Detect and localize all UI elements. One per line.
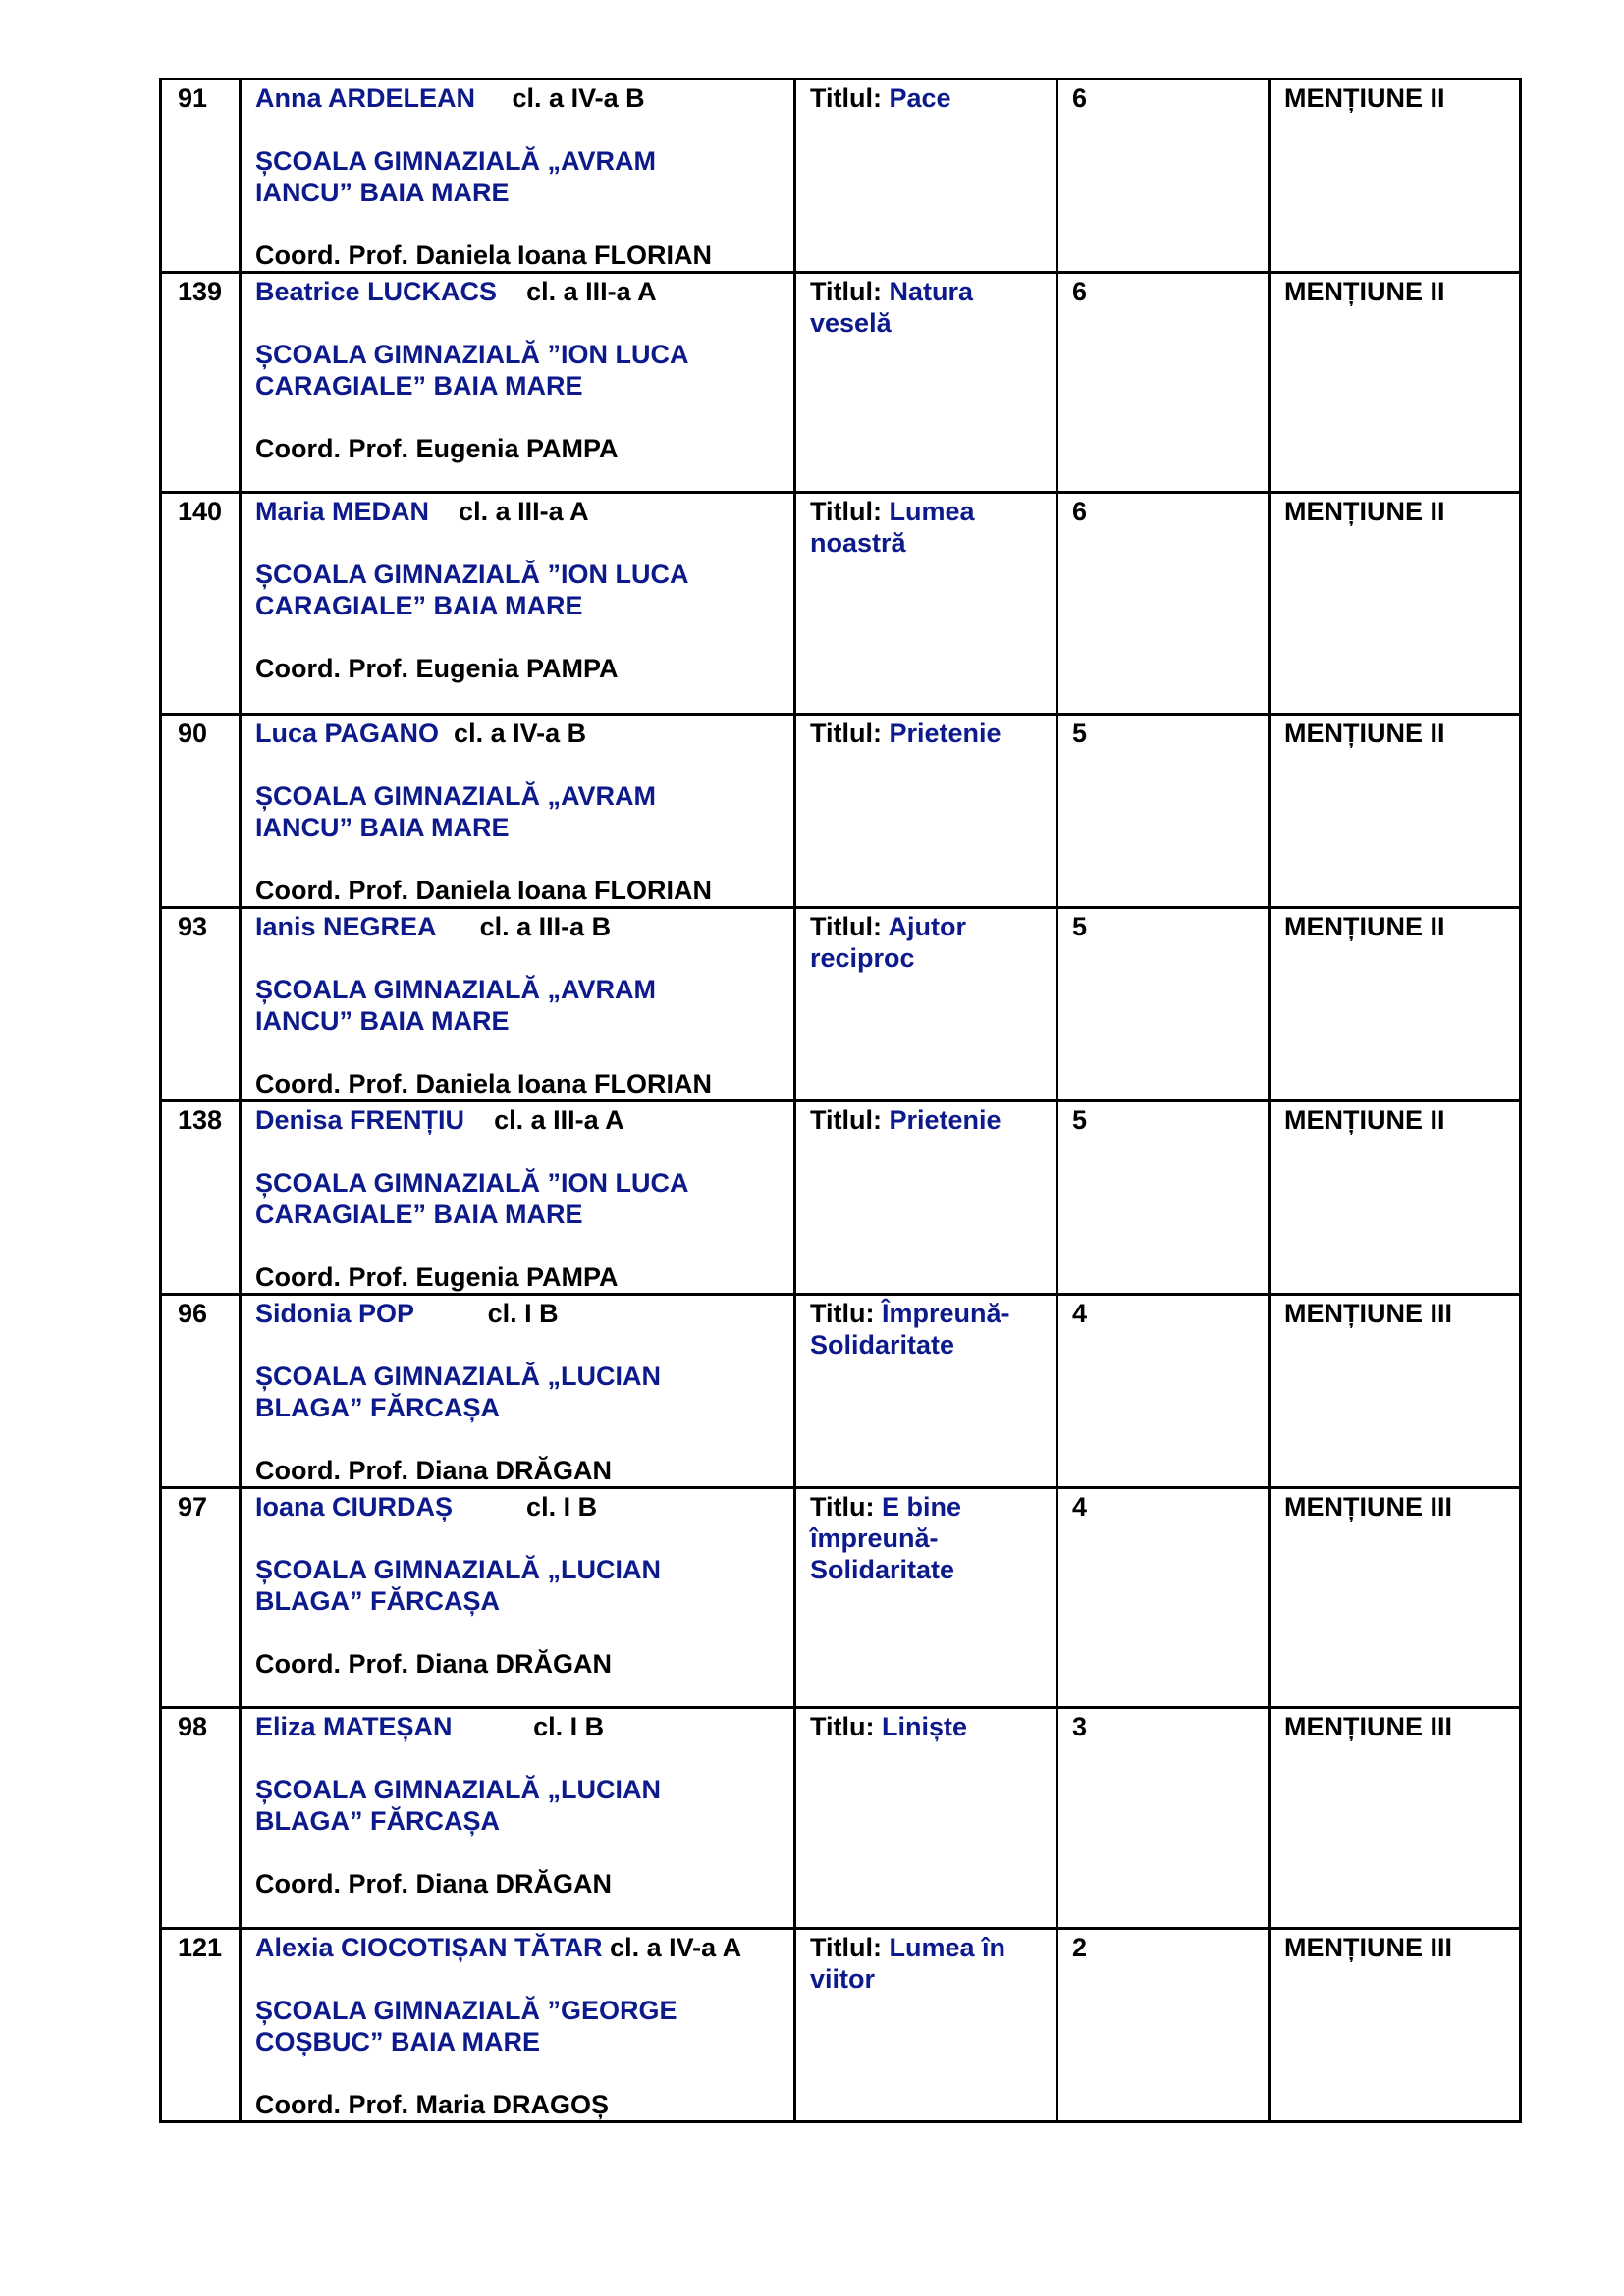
- participant-class: cl. I B: [526, 1492, 598, 1522]
- entry-number-cell: [161, 273, 241, 493]
- entry-number: 97: [178, 1492, 208, 1522]
- score-cell: [1057, 80, 1270, 273]
- participant-class: cl. a III-a A: [526, 277, 657, 306]
- name-class-separator: [497, 277, 526, 306]
- participant-cell: [241, 80, 795, 273]
- results-table-body: [161, 80, 1521, 2122]
- coordinator: Coord. Prof. Eugenia PAMPA: [255, 434, 619, 463]
- participant-name: Anna ARDELEAN: [255, 83, 476, 113]
- award: MENȚIUNE III: [1284, 1492, 1453, 1522]
- school-name-line-2: BLAGA” FĂRCAȘA: [255, 1806, 500, 1836]
- participant-class: cl. a III-a A: [459, 497, 589, 526]
- entry-number: 139: [178, 277, 223, 306]
- participant-name: Maria MEDAN: [255, 497, 430, 526]
- work-title-cell: [795, 908, 1057, 1101]
- work-title-label: Titlu:: [810, 1712, 875, 1741]
- participant-cell: [241, 1295, 795, 1488]
- score-cell: [1057, 273, 1270, 493]
- award: MENȚIUNE III: [1284, 1299, 1453, 1328]
- participant-class: cl. I B: [533, 1712, 605, 1741]
- award-cell: [1270, 80, 1521, 273]
- participant-name: Sidonia POP: [255, 1299, 414, 1328]
- work-title: Ajutor reciproc: [810, 912, 966, 973]
- participant-name: Luca PAGANO: [255, 719, 440, 748]
- participant-cell: [241, 1488, 795, 1708]
- work-title-cell: [795, 80, 1057, 273]
- school-name-line-2: CARAGIALE” BAIA MARE: [255, 591, 583, 620]
- table-row: [161, 1929, 1521, 2122]
- entry-number-cell: [161, 715, 241, 908]
- participant-name: Eliza MATEȘAN: [255, 1712, 453, 1741]
- entry-number: 91: [178, 83, 208, 113]
- participant-class: cl. a III-a A: [494, 1105, 624, 1135]
- work-title-cell: [795, 1295, 1057, 1488]
- school-name-line-2: IANCU” BAIA MARE: [255, 813, 510, 842]
- entry-number-cell: [161, 80, 241, 273]
- coordinator: Coord. Prof. Eugenia PAMPA: [255, 654, 619, 683]
- score: 5: [1072, 912, 1088, 941]
- work-title: Lumea noastră: [810, 497, 975, 558]
- participant-name: Alexia CIOCOTIȘAN TĂTAR: [255, 1933, 603, 1962]
- work-title-label: Titlul:: [810, 1933, 882, 1962]
- school-name-line-1: ȘCOALA GIMNAZIALĂ ”ION LUCA: [255, 560, 689, 589]
- table-row: [161, 1708, 1521, 1929]
- work-title-label: Titlul:: [810, 912, 882, 941]
- name-class-separator: [464, 1105, 494, 1135]
- participant-line: [255, 1298, 780, 1329]
- award: MENȚIUNE II: [1284, 83, 1445, 113]
- participant-line: [255, 276, 780, 307]
- entry-number: 90: [178, 719, 208, 748]
- participant-line: [255, 1104, 780, 1136]
- work-title: Natura veselă: [810, 277, 974, 338]
- award-cell: [1270, 1929, 1521, 2122]
- score: 5: [1072, 1105, 1088, 1135]
- entry-number-cell: [161, 908, 241, 1101]
- school-name-line-2: COȘBUC” BAIA MARE: [255, 2027, 540, 2056]
- coordinator: Coord. Prof. Diana DRĂGAN: [255, 1649, 613, 1679]
- work-title-cell: [795, 1929, 1057, 2122]
- school-name-line-2: BLAGA” FĂRCAȘA: [255, 1393, 500, 1422]
- score: 3: [1072, 1712, 1088, 1741]
- name-class-separator: [453, 1712, 534, 1741]
- work-title: E bine împreună-Solidaritate: [810, 1492, 962, 1584]
- participant-line: [255, 1932, 780, 1963]
- name-class-separator: [453, 1492, 526, 1522]
- entry-number-cell: [161, 1488, 241, 1708]
- entry-number: 138: [178, 1105, 223, 1135]
- table-row: [161, 1488, 1521, 1708]
- award: MENȚIUNE III: [1284, 1933, 1453, 1962]
- name-class-separator: [475, 83, 513, 113]
- table-row: [161, 273, 1521, 493]
- participant-line: [255, 718, 780, 749]
- score: 6: [1072, 277, 1088, 306]
- work-title-label: Titlul:: [810, 1105, 882, 1135]
- score-cell: [1057, 1488, 1270, 1708]
- school-name-line-1: ȘCOALA GIMNAZIALĂ „LUCIAN: [255, 1555, 661, 1584]
- participant-line: [255, 911, 780, 942]
- participant-cell: [241, 1929, 795, 2122]
- work-title: Prietenie: [889, 719, 1001, 748]
- score-cell: [1057, 493, 1270, 715]
- award-cell: [1270, 1488, 1521, 1708]
- name-class-separator: [436, 912, 480, 941]
- coordinator: Coord. Prof. Diana DRĂGAN: [255, 1456, 613, 1485]
- coordinator: Coord. Prof. Daniela Ioana FLORIAN: [255, 240, 713, 270]
- participant-line: [255, 1711, 780, 1742]
- score-cell: [1057, 1929, 1270, 2122]
- table-row: [161, 493, 1521, 715]
- award: MENȚIUNE II: [1284, 912, 1445, 941]
- entry-number: 140: [178, 497, 223, 526]
- score: 6: [1072, 497, 1088, 526]
- work-title: Lumea în viitor: [810, 1933, 1006, 1994]
- participant-line: [255, 496, 780, 527]
- participant-class: cl. a IV-a B: [454, 719, 587, 748]
- school-name-line-2: IANCU” BAIA MARE: [255, 178, 510, 207]
- work-title-label: Titlul:: [810, 497, 882, 526]
- coordinator: Coord. Prof. Daniela Ioana FLORIAN: [255, 1069, 713, 1098]
- school-name-line-1: ȘCOALA GIMNAZIALĂ „LUCIAN: [255, 1362, 661, 1391]
- work-title: Prietenie: [889, 1105, 1001, 1135]
- award: MENȚIUNE III: [1284, 1712, 1453, 1741]
- participant-name: Denisa FRENȚIU: [255, 1105, 465, 1135]
- table-row: [161, 1295, 1521, 1488]
- award-cell: [1270, 1708, 1521, 1929]
- coordinator: Coord. Prof. Diana DRĂGAN: [255, 1869, 613, 1898]
- score-cell: [1057, 1708, 1270, 1929]
- entry-number: 121: [178, 1933, 223, 1962]
- work-title: Pace: [889, 83, 951, 113]
- participant-line: [255, 1491, 780, 1522]
- entry-number-cell: [161, 1708, 241, 1929]
- school-name-line-1: ȘCOALA GIMNAZIALĂ „AVRAM: [255, 146, 656, 176]
- award: MENȚIUNE II: [1284, 497, 1445, 526]
- work-title-label: Titlu:: [810, 1492, 875, 1522]
- results-table: [159, 78, 1522, 2123]
- entry-number-cell: [161, 1295, 241, 1488]
- coordinator: Coord. Prof. Maria DRAGOȘ: [255, 2090, 610, 2119]
- school-name-line-2: CARAGIALE” BAIA MARE: [255, 371, 583, 400]
- work-title-cell: [795, 1101, 1057, 1295]
- school-name-line-1: ȘCOALA GIMNAZIALĂ „AVRAM: [255, 781, 656, 811]
- work-title-cell: [795, 493, 1057, 715]
- award-cell: [1270, 908, 1521, 1101]
- participant-cell: [241, 1708, 795, 1929]
- work-title-cell: [795, 1708, 1057, 1929]
- score: 6: [1072, 83, 1088, 113]
- coordinator: Coord. Prof. Daniela Ioana FLORIAN: [255, 876, 713, 905]
- work-title-cell: [795, 273, 1057, 493]
- work-title-label: Titlul:: [810, 277, 882, 306]
- score: 4: [1072, 1492, 1088, 1522]
- coordinator: Coord. Prof. Eugenia PAMPA: [255, 1262, 619, 1292]
- award-cell: [1270, 715, 1521, 908]
- name-class-separator: [439, 719, 454, 748]
- award: MENȚIUNE II: [1284, 719, 1445, 748]
- participant-cell: [241, 908, 795, 1101]
- entry-number: 96: [178, 1299, 208, 1328]
- award: MENȚIUNE II: [1284, 277, 1445, 306]
- school-name-line-2: BLAGA” FĂRCAȘA: [255, 1586, 500, 1616]
- work-title-label: Titlu:: [810, 1299, 875, 1328]
- participant-class: cl. I B: [487, 1299, 559, 1328]
- award-cell: [1270, 1295, 1521, 1488]
- school-name-line-2: IANCU” BAIA MARE: [255, 1006, 510, 1036]
- participant-class: cl. a III-a B: [479, 912, 612, 941]
- participant-class: cl. a IV-a B: [512, 83, 645, 113]
- award-cell: [1270, 273, 1521, 493]
- school-name-line-1: ȘCOALA GIMNAZIALĂ ”ION LUCA: [255, 1168, 689, 1198]
- participant-class: cl. a IV-a A: [610, 1933, 742, 1962]
- name-class-separator: [414, 1299, 488, 1328]
- score: 2: [1072, 1933, 1088, 1962]
- work-title-cell: [795, 1488, 1057, 1708]
- award-cell: [1270, 493, 1521, 715]
- score-cell: [1057, 908, 1270, 1101]
- school-name-line-1: ȘCOALA GIMNAZIALĂ ”GEORGE: [255, 1996, 677, 2025]
- work-title-cell: [795, 715, 1057, 908]
- participant-name: Beatrice LUCKACS: [255, 277, 498, 306]
- score: 4: [1072, 1299, 1088, 1328]
- participant-name: Ioana CIURDAȘ: [255, 1492, 454, 1522]
- entry-number-cell: [161, 1929, 241, 2122]
- school-name-line-1: ȘCOALA GIMNAZIALĂ „LUCIAN: [255, 1775, 661, 1804]
- entry-number-cell: [161, 1101, 241, 1295]
- work-title-label: Titlul:: [810, 719, 890, 748]
- school-name-line-1: ȘCOALA GIMNAZIALĂ ”ION LUCA: [255, 340, 689, 369]
- participant-cell: [241, 1101, 795, 1295]
- work-title-label: Titlul:: [810, 83, 882, 113]
- entry-number-cell: [161, 493, 241, 715]
- work-title: Împreună-Solidaritate: [810, 1299, 1010, 1360]
- score-cell: [1057, 1101, 1270, 1295]
- participant-cell: [241, 493, 795, 715]
- score-cell: [1057, 1295, 1270, 1488]
- entry-number: 93: [178, 912, 208, 941]
- name-class-separator: [603, 1933, 611, 1962]
- name-class-separator: [429, 497, 459, 526]
- award: MENȚIUNE II: [1284, 1105, 1445, 1135]
- score: 5: [1072, 719, 1088, 748]
- award-cell: [1270, 1101, 1521, 1295]
- participant-cell: [241, 273, 795, 493]
- score-cell: [1057, 715, 1270, 908]
- table-row: [161, 715, 1521, 908]
- work-title: Liniște: [882, 1712, 968, 1741]
- table-row: [161, 908, 1521, 1101]
- participant-cell: [241, 715, 795, 908]
- entry-number: 98: [178, 1712, 208, 1741]
- participant-name: Ianis NEGREA: [255, 912, 436, 941]
- table-row: [161, 1101, 1521, 1295]
- participant-line: [255, 82, 780, 114]
- school-name-line-2: CARAGIALE” BAIA MARE: [255, 1200, 583, 1229]
- school-name-line-1: ȘCOALA GIMNAZIALĂ „AVRAM: [255, 975, 656, 1004]
- table-row: [161, 80, 1521, 273]
